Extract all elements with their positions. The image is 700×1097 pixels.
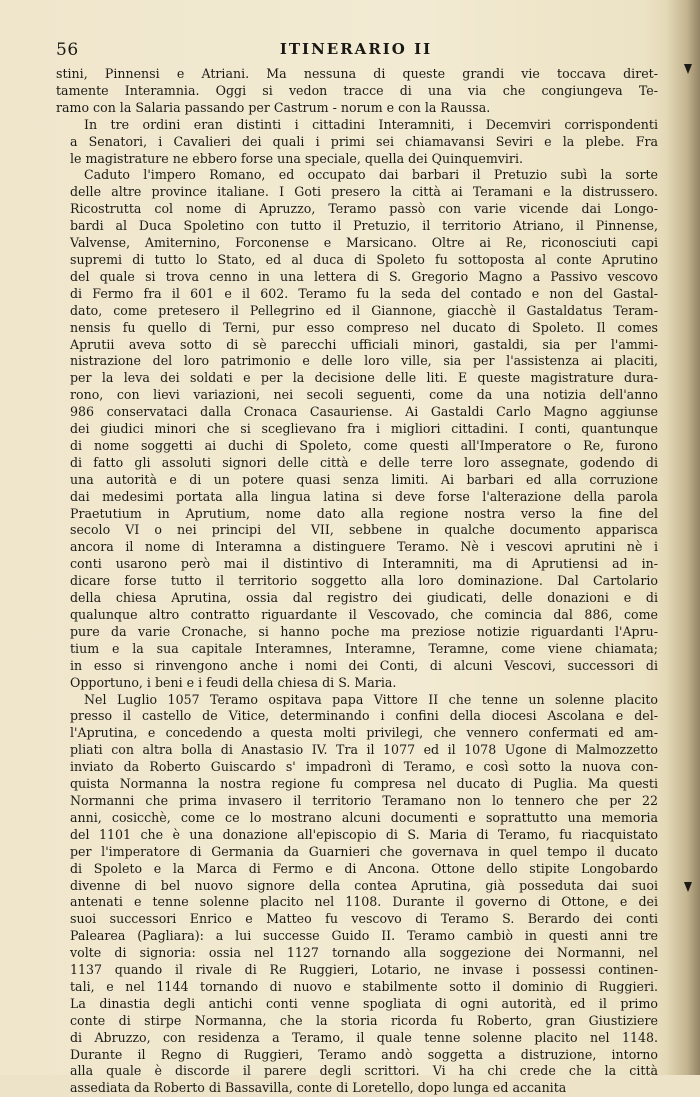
- margin-marker: [684, 882, 692, 892]
- page-header: [56, 40, 656, 62]
- text-line: per la leva dei soldati e per la decisione delle liti. E queste magistrature dura-: [70, 370, 658, 386]
- text-line: suoi successori Enrico e Matteo fu vescovo di Teramo S. Berardo dei conti: [70, 911, 658, 927]
- text-line: dei giudici minori che si sceglievano fra i migliori cittadini. I conti, quantunque: [70, 421, 658, 437]
- text-line: di Abruzzo, con residenza a Teramo, il quale tenne solenne placito nel 1148.: [70, 1029, 658, 1045]
- text-line: una autorità e di un potere quasi senza limiti. Ai barbari ed alla corruzione: [70, 471, 658, 487]
- text-line: antenati e tenne solenne placito nel 1108. Durante il governo di Ottone, e dei: [70, 894, 658, 910]
- text-line: Durante il Regno di Ruggieri, Teramo andò soggetta a distruzione, intorno: [70, 1046, 658, 1062]
- text-line: quista Normanna la nostra regione fu compresa nel ducato di Puglia. Ma questi: [70, 776, 658, 792]
- text-line: Caduto l'impero Romano, ed occupato dai barbari il Pretuzio subì la sorte: [84, 167, 658, 183]
- text-line: nensis fu quello di Terni, pur esso compreso nel ducato di Spoleto. Il comes: [70, 319, 658, 335]
- text-line: dicare forse tutto il territorio soggetto alla loro dominazione. Dal Cartolario: [70, 573, 658, 589]
- text-line: inviato da Roberto Guiscardo s' impadronì di Teramo, e così sotto la nuova con-: [70, 759, 658, 775]
- text-line: Opportuno, i beni e i feudi della chiesa di S. Maria.: [70, 674, 397, 690]
- text-line: ramo con la Salaria passando per Castrum - norum e con la Raussa.: [56, 99, 491, 115]
- text-line: stini, Pinnensi e Atriani. Ma nessuna di queste grandi vie toccava diret-: [56, 66, 658, 81]
- text-line: assediata da Roberto di Bassavilla, conte di Loretello, dopo lunga ed accanita: [70, 1080, 567, 1096]
- text-line: di fatto gli assoluti signori delle città e delle terre loro assegnate, godendo di: [70, 454, 658, 470]
- text-line: divenne di bel nuovo signore della contea Aprutina, già posseduta dai suoi: [70, 877, 658, 893]
- text-line: conti usarono però mai il distintivo di Interamniti, ma di Aprutiensi ad in-: [70, 556, 658, 572]
- text-line: ancora il nome di Interamna a distinguere Teramo. Nè i vescovi aprutini nè i: [70, 539, 658, 555]
- body-text: [56, 66, 658, 1097]
- text-line: del quale si trova cenno in una lettera di S. Gregorio Magno a Passivo vescovo: [70, 268, 658, 284]
- text-line: supremi di tutto lo Stato, ed al duca di Spoleto fu sottoposta al conte Aprutino: [70, 251, 658, 267]
- text-line: le magistrature ne ebbero forse una speciale, quella dei Quinquemviri.: [70, 150, 523, 166]
- text-line: di Fermo fra il 601 e il 602. Teramo fu la seda del contado e non del Gastal-: [70, 285, 658, 301]
- text-line: conte di stirpe Normanna, che la storia ricorda fu Roberto, gran Giustiziere: [70, 1012, 658, 1028]
- text-line: tamente Interamnia. Oggi si vedon tracce di una via che congiungeva Te-: [56, 82, 658, 98]
- page-number: 56: [56, 40, 79, 60]
- running-title: ITINERARIO II: [279, 40, 433, 58]
- text-line: Valvense, Amiternino, Forconense e Marsicano. Oltre ai Re, riconosciuti capi: [70, 235, 658, 251]
- text-line: In tre ordini eran distinti i cittadini Interamniti, i Decemviri corrispondenti: [84, 116, 658, 132]
- page-fold-shadow: [666, 0, 700, 1075]
- text-line: delle altre province italiane. I Goti presero la città ai Teramani e la distrussero.: [70, 184, 658, 200]
- text-line: rono, con lievi variazioni, nei secoli seguenti, come da una notizia dell'anno: [70, 387, 658, 403]
- text-line: della chiesa Aprutina, ossia dal registro dei giudicati, delle donazioni e di: [70, 590, 658, 606]
- text-line: bardi al Duca Spoletino con tutto il Pretuzio, il territorio Atriano, il Pinnense,: [70, 218, 658, 234]
- text-line: Palearea (Pagliara): a lui successe Guido II. Teramo cambiò in questi anni tre: [70, 928, 658, 944]
- text-line: dato, come pretesero il Pellegrino ed il Giannone, giacchè il Gastaldatus Teram-: [70, 302, 658, 318]
- text-line: 986 conservataci dalla Cronaca Casauriense. Ai Gastaldi Carlo Magno aggiunse: [70, 404, 658, 420]
- text-line: Ricostrutta col nome di Apruzzo, Teramo passò con varie vicende dai Longo-: [70, 201, 658, 217]
- text-line: qualunque altro contratto riguardante il Vescovado, che comincia dal 886, come: [70, 607, 658, 622]
- text-line: pliati con altra bolla di Anastasio IV. Tra il 1077 ed il 1078 Ugone di Malmozzetto: [70, 742, 658, 758]
- paragraph: [56, 66, 658, 117]
- text-line: volte di signoria: ossia nel 1127 tornando alla soggezione dei Normanni, nel: [70, 945, 658, 961]
- text-line: alla quale è discorde il parere degli scrittori. Vi ha chi crede che la città: [70, 1063, 658, 1079]
- text-line: l'Aprutina, e concedendo a questa molti privilegi, che vennero confermati ed am-: [70, 725, 658, 741]
- text-line: tali, e nel 1144 tornando di nuovo e stabilmente sotto il dominio di Ruggieri.: [70, 978, 658, 994]
- paragraph: [56, 692, 658, 1097]
- text-line: presso il castello de Vitice, determinando i confini della diocesi Ascolana e del-: [70, 708, 658, 724]
- text-line: pure da varie Cronache, si hanno poche ma preziose notizie riguardanti l'Apru-: [70, 623, 658, 639]
- text-line: anni, cosicchè, come ce lo mostrano alcuni documenti e soprattutto una memoria: [70, 809, 658, 825]
- paragraph: [56, 167, 658, 691]
- text-line: per l'imperatore di Germania da Guarnieri che governava in quel tempo il ducato: [70, 843, 658, 859]
- text-line: di nome soggetti ai duchi di Spoleto, come questi all'Imperatore o Re, furono: [70, 437, 658, 453]
- text-line: a Senatori, i Cavalieri dei quali i primi sei chiamavansi Seviri e la plebe. Fra: [70, 133, 658, 149]
- text-line: Normanni che prima invasero il territorio Teramano non lo tennero che per 22: [70, 792, 658, 808]
- text-line: secolo VI o nei principi del VII, sebbene in qualche documento apparisca: [70, 522, 658, 538]
- margin-marker: [684, 64, 692, 74]
- text-line: 1137 quando il rivale di Re Ruggieri, Lotario, ne invase i possessi continen-: [70, 962, 658, 978]
- text-line: nistrazione del loro patrimonio e delle loro ville, sia per l'assistenza ai placiti,: [70, 353, 658, 369]
- text-line: La dinastia degli antichi conti venne spogliata di ogni autorità, ed il primo: [70, 995, 658, 1011]
- text-line: dai medesimi portata alla lingua latina si deve forse l'alterazione della parola: [70, 488, 658, 504]
- text-line: di Spoleto e la Marca di Fermo e di Ancona. Ottone dello stipite Longobardo: [70, 860, 658, 876]
- text-line: in esso si rinvengono anche i nomi dei Conti, di alcuni Vescovi, successori di: [70, 657, 658, 673]
- text-line: Praetutium in Aprutium, nome dato alla regione nostra verso la fine del: [70, 505, 658, 521]
- paragraph: [56, 117, 658, 168]
- text-line: del 1101 che è una donazione all'episcopio di S. Maria di Teramo, fu riacquistato: [70, 826, 658, 842]
- text-line: Nel Luglio 1057 Teramo ospitava papa Vittore II che tenne un solenne placito: [84, 691, 658, 707]
- text-line: Aprutii aveva sotto di sè parecchi ufficiali minori, gastaldi, sia per l'ammi-: [70, 336, 658, 352]
- text-line: tium e la sua capitale Interamnes, Interamne, Teramne, come viene chiamata;: [70, 640, 658, 656]
